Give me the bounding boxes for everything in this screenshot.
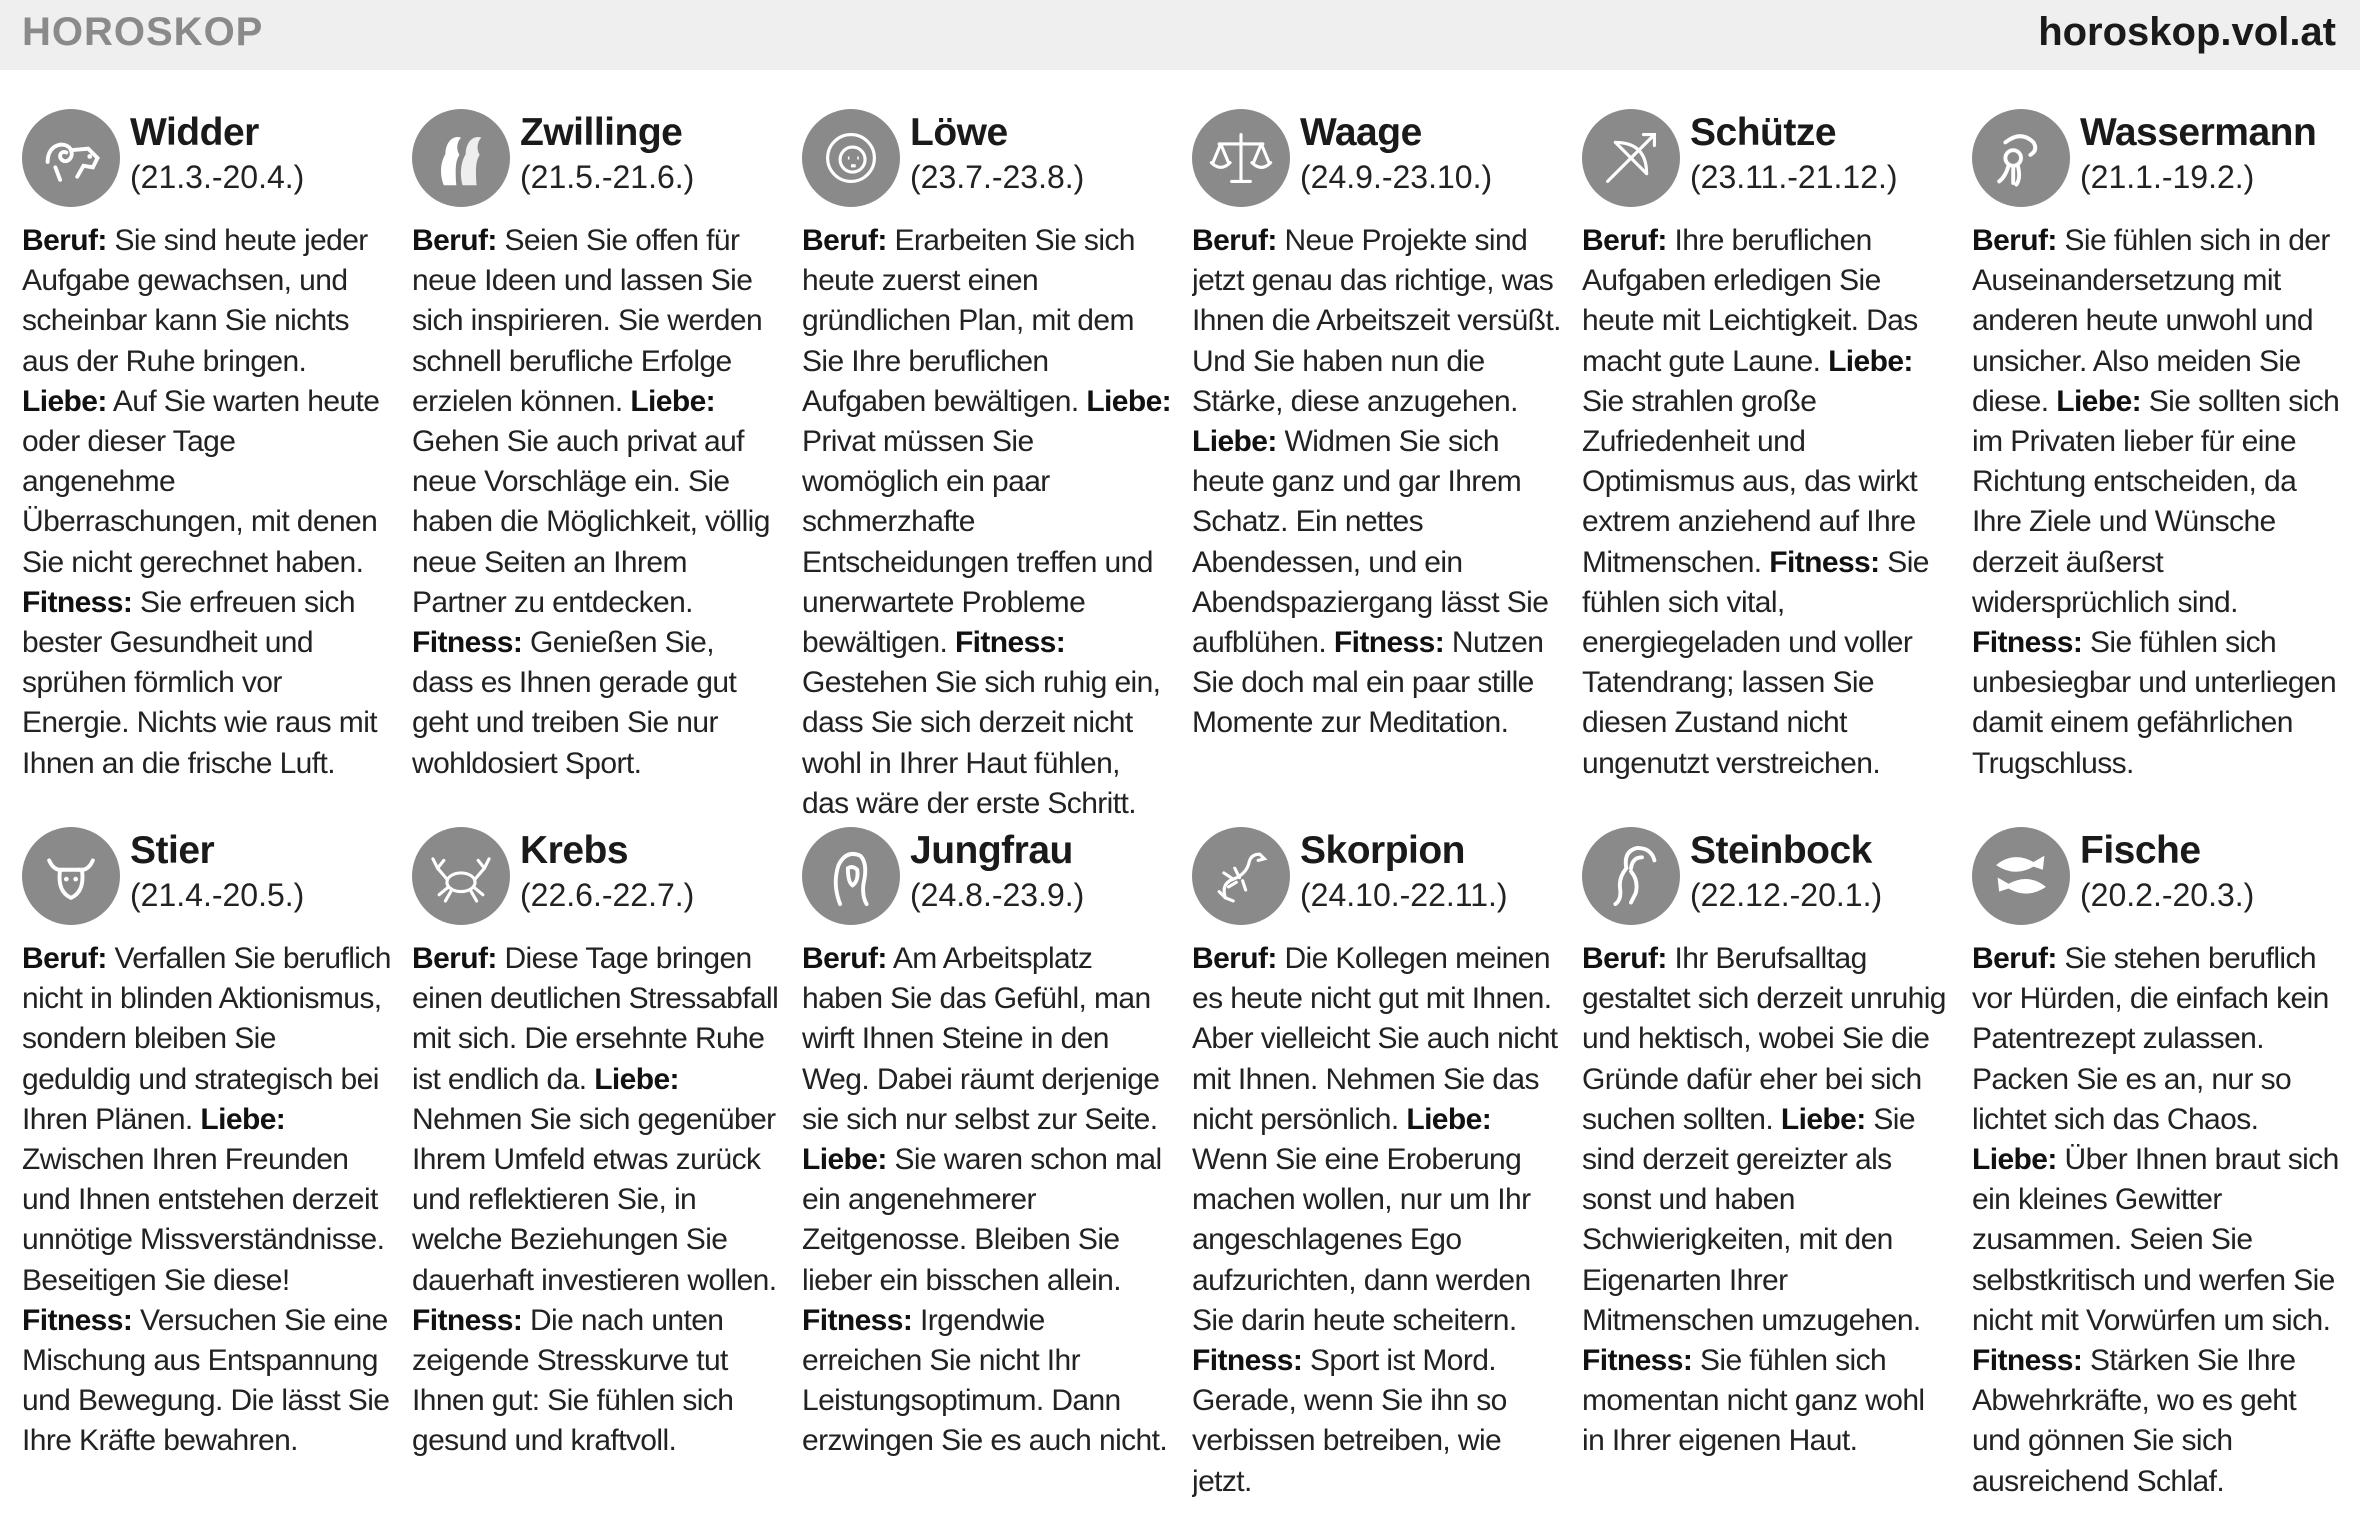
sign-text bbox=[1582, 939, 1952, 1462]
sign-text bbox=[412, 939, 782, 1462]
fitness-text: Die nach unten zeigende Stresskurve tut Ihnen gut: Sie fühlen sich gesund und kraftvoll. bbox=[412, 1303, 734, 1458]
beruf-text: Neue Projekte sind jetzt genau das richtige, was Ihnen die Arbeitszeit versüßt. Und Sie haben nun die Stärke, diese anzugehen. bbox=[1192, 224, 1561, 418]
fitness-text: Sie fühlen sich unbesiegbar und unterliegen damit einem gefährlichen Trugschluss. bbox=[1972, 626, 2337, 780]
liebe-text: Privat müssen Sie womöglich ein paar schmerzhafte Entscheidungen treffen und unerwartete Probleme bewältigen. bbox=[802, 425, 1153, 660]
beruf-label: Beruf: bbox=[1972, 224, 2057, 257]
sign-wassermann bbox=[1972, 105, 2342, 823]
liebe-label: Liebe: bbox=[2056, 384, 2141, 418]
fitness-label: Fitness: bbox=[412, 1303, 523, 1337]
twins-icon bbox=[412, 109, 510, 207]
sign-name: Krebs bbox=[520, 829, 629, 872]
liebe-label: Liebe: bbox=[1406, 1102, 1492, 1136]
fitness-text: Sport ist Mord. Gerade, wenn Sie ihn so verbissen betreiben, wie jetzt. bbox=[1192, 1344, 1507, 1498]
sign-dates: (21.4.-20.5.) bbox=[130, 877, 305, 913]
sign-name: Widder bbox=[130, 111, 259, 154]
beruf-text: Sie sind heute jeder Aufgabe gewachsen, und scheinbar kann Sie nichts aus der Ruhe bringen. bbox=[22, 224, 368, 378]
sign-text bbox=[412, 221, 782, 784]
sign-dates: (23.11.-21.12.) bbox=[1690, 159, 1898, 195]
sign-header bbox=[1192, 105, 1562, 211]
sign-text bbox=[1972, 939, 2342, 1502]
sign-schuetze bbox=[1582, 105, 1952, 823]
beruf-text: Am Arbeitsplatz haben Sie das Gefühl, man wirft Ihnen Steine in den Weg. Dabei räumt derjenige sie sich nur selbst zur Seite. bbox=[802, 942, 1160, 1136]
horoscope-grid bbox=[22, 105, 2342, 1515]
sign-name: Schütze bbox=[1690, 111, 1837, 154]
sign-krebs bbox=[412, 823, 782, 1515]
fitness-label: Fitness: bbox=[22, 1303, 133, 1337]
sign-dates: (24.9.-23.10.) bbox=[1300, 159, 1493, 195]
beruf-label: Beruf: bbox=[802, 224, 887, 257]
sign-header bbox=[1972, 823, 2342, 929]
sign-name: Fische bbox=[2080, 829, 2201, 872]
liebe-text: Über Ihnen braut sich ein kleines Gewitter zusammen. Seien Sie selbstkritisch und werfen Sie nicht mit Vorwürfen um sich. bbox=[1972, 1143, 2339, 1337]
virgin-icon bbox=[802, 827, 900, 925]
sign-name: Steinbock bbox=[1690, 829, 1872, 872]
sign-fische bbox=[1972, 823, 2342, 1515]
sign-dates: (24.8.-23.9.) bbox=[910, 877, 1085, 913]
fitness-label: Fitness: bbox=[1972, 626, 2083, 660]
sign-name: Zwillinge bbox=[520, 111, 683, 154]
beruf-text: Die Kollegen meinen es heute nicht gut mit Ihnen. Aber vielleicht Sie auch nicht mit Ihnen. Nehmen Sie das nicht persönlich. bbox=[1192, 942, 1558, 1136]
beruf-text: Verfallen Sie beruflich nicht in blinden Aktionismus, sondern bleiben Sie geduldig und strategisch bei Ihren Plänen. bbox=[22, 942, 391, 1136]
beruf-label: Beruf: bbox=[1192, 942, 1277, 975]
sign-header bbox=[1582, 823, 1952, 929]
liebe-label: Liebe: bbox=[802, 1143, 887, 1177]
sign-text bbox=[22, 221, 392, 784]
sign-dates: (24.10.-22.11.) bbox=[1300, 877, 1508, 913]
beruf-label: Beruf: bbox=[1192, 224, 1277, 257]
sign-stier bbox=[22, 823, 392, 1515]
sign-skorpion bbox=[1192, 823, 1562, 1515]
sign-name: Wassermann bbox=[2080, 111, 2317, 154]
crab-icon bbox=[412, 827, 510, 925]
sign-name: Jungfrau bbox=[910, 829, 1073, 872]
sign-text bbox=[1192, 221, 1562, 744]
liebe-label: Liebe: bbox=[594, 1062, 679, 1096]
fitness-text: Stärken Sie Ihre Abwehrkräfte, wo es geht und gönnen Sie sich ausreichend Schlaf. bbox=[1972, 1344, 2297, 1498]
liebe-text: Zwischen Ihren Freunden und Ihnen entstehen derzeit unnötige Missverständnisse. Beseitigen Sie diese! bbox=[22, 1143, 385, 1297]
beruf-label: Beruf: bbox=[1582, 224, 1667, 257]
fish-icon bbox=[1972, 827, 2070, 925]
website-link[interactable]: horoskop.vol.at bbox=[2038, 10, 2336, 54]
sign-dates: (21.1.-19.2.) bbox=[2080, 159, 2255, 195]
sign-dates: (22.12.-20.1.) bbox=[1690, 877, 1883, 913]
sign-header bbox=[412, 105, 782, 211]
fitness-label: Fitness: bbox=[1972, 1344, 2083, 1378]
liebe-label: Liebe: bbox=[1780, 1102, 1866, 1136]
fitness-text: Gestehen Sie sich ruhig ein, dass Sie sich derzeit nicht wohl in Ihrer Haut fühlen, das wäre der erste Schritt. bbox=[802, 666, 1161, 820]
sign-zwillinge bbox=[412, 105, 782, 823]
sign-name: Löwe bbox=[910, 111, 1008, 154]
sign-jungfrau bbox=[802, 823, 1172, 1515]
liebe-label: Liebe: bbox=[1972, 1143, 2057, 1177]
sign-text bbox=[1192, 939, 1562, 1502]
sign-dates: (21.3.-20.4.) bbox=[130, 159, 305, 195]
fitness-text: Nutzen Sie doch mal ein paar stille Momente zur Meditation. bbox=[1192, 626, 1544, 740]
beruf-label: Beruf: bbox=[22, 224, 107, 257]
beruf-label: Beruf: bbox=[412, 224, 497, 257]
beruf-label: Beruf: bbox=[1972, 942, 2057, 975]
liebe-text: Nehmen Sie sich gegenüber Ihrem Umfeld etwas zurück und reflektieren Sie, in welche Beziehungen Sie dauerhaft investieren wollen. bbox=[412, 1102, 777, 1297]
liebe-label: Liebe: bbox=[630, 384, 716, 418]
sign-header bbox=[412, 823, 782, 929]
liebe-text: Auf Sie warten heute oder dieser Tage angenehme Überraschungen, mit denen Sie nicht gerechnet haben. bbox=[22, 384, 380, 579]
liebe-text: Sie strahlen große Zufriedenheit und Optimismus aus, das wirkt extrem anziehend auf Ihre Mitmenschen. bbox=[1582, 384, 1918, 579]
sign-dates: (20.2.-20.3.) bbox=[2080, 877, 2255, 913]
fitness-label: Fitness: bbox=[412, 626, 523, 660]
scales-icon bbox=[1192, 109, 1290, 207]
sign-loewe bbox=[802, 105, 1172, 823]
sign-header bbox=[22, 823, 392, 929]
sign-steinbock bbox=[1582, 823, 1952, 1515]
liebe-label: Liebe: bbox=[200, 1102, 286, 1136]
sign-dates: (21.5.-21.6.) bbox=[520, 159, 695, 195]
beruf-text: Sie fühlen sich in der Auseinandersetzung mit anderen heute unwohl und unsicher. Also meiden Sie diese. bbox=[1972, 224, 2330, 418]
sign-name: Skorpion bbox=[1300, 829, 1466, 872]
sign-header bbox=[22, 105, 392, 211]
fitness-text: Sie fühlen sich momentan nicht ganz wohl in Ihrer eigenen Haut. bbox=[1582, 1344, 1925, 1458]
sign-text bbox=[22, 939, 392, 1462]
beruf-label: Beruf: bbox=[412, 942, 497, 975]
beruf-text: Ihre beruflichen Aufgaben erledigen Sie heute mit Leichtigkeit. Das macht gute Laune. bbox=[1582, 224, 1918, 378]
sign-waage bbox=[1192, 105, 1562, 823]
beruf-text: Sie stehen beruflich vor Hürden, die einfach kein Patentrezept zulassen. Packen Sie es an, nur so lichtet sich das Chaos. bbox=[1972, 942, 2329, 1136]
fitness-text: Irgendwie erreichen Sie nicht Ihr Leistungsoptimum. Dann erzwingen Sie es auch nicht. bbox=[802, 1303, 1168, 1458]
sign-header bbox=[1582, 105, 1952, 211]
fitness-text: Sie erfreuen sich bester Gesundheit und sprühen förmlich vor Energie. Nichts wie raus mit Ihnen an die frische Luft. bbox=[22, 585, 377, 780]
liebe-text: Gehen Sie auch privat auf neue Vorschläge ein. Sie haben die Möglichkeit, völlig neue Seiten an Ihrem Partner zu entdecken. bbox=[412, 425, 770, 619]
section-title: HOROSKOP bbox=[22, 10, 264, 54]
beruf-label: Beruf: bbox=[802, 942, 887, 975]
fitness-label: Fitness: bbox=[1769, 545, 1880, 579]
sign-header bbox=[802, 823, 1172, 929]
fitness-label: Fitness: bbox=[954, 626, 1066, 660]
liebe-text: Widmen Sie sich heute ganz und gar Ihrem Schatz. Ein nettes Abendessen, und ein Abendspaziergang lässt Sie aufblühen. bbox=[1192, 425, 1549, 660]
sign-text bbox=[802, 221, 1172, 823]
bull-icon bbox=[22, 827, 120, 925]
beruf-label: Beruf: bbox=[1582, 942, 1667, 975]
fitness-label: Fitness: bbox=[1582, 1344, 1693, 1378]
sign-dates: (22.6.-22.7.) bbox=[520, 877, 695, 913]
beruf-text: Seien Sie offen für neue Ideen und lassen Sie sich inspirieren. Sie werden schnell berufliche Erfolge erzielen können. bbox=[412, 224, 763, 418]
water-bearer-icon bbox=[1972, 109, 2070, 207]
sign-text bbox=[1972, 221, 2342, 784]
scorpion-icon bbox=[1192, 827, 1290, 925]
liebe-text: Sie sollten sich im Privaten lieber für eine Richtung entscheiden, da Ihre Ziele und Wünsche derzeit äußerst widersprüchlich sind. bbox=[1972, 384, 2340, 619]
liebe-text: Wenn Sie eine Eroberung machen wollen, nur um Ihr angeschlagenes Ego aufzurichten, dann werden Sie darin heute scheitern. bbox=[1192, 1143, 1531, 1337]
liebe-text: Sie sind derzeit gereizter als sonst und haben Schwierigkeiten, mit den Eigenarten Ihrer Mitmenschen umzugehen. bbox=[1582, 1102, 1921, 1337]
sign-header bbox=[1192, 823, 1562, 929]
sign-text bbox=[1582, 221, 1952, 784]
sign-name: Waage bbox=[1300, 111, 1422, 154]
liebe-text: Sie waren schon mal ein angenehmerer Zeitgenosse. Bleiben Sie lieber ein bisschen allein. bbox=[802, 1143, 1162, 1297]
sign-text bbox=[802, 939, 1172, 1462]
capricorn-icon bbox=[1582, 827, 1680, 925]
header-bar bbox=[0, 0, 2360, 70]
beruf-text: Ihr Berufsalltag gestaltet sich derzeit unruhig und hektisch, wobei Sie die Gründe dafür eher bei sich suchen sollten. bbox=[1582, 942, 1946, 1136]
fitness-label: Fitness: bbox=[802, 1303, 913, 1337]
fitness-label: Fitness: bbox=[1333, 626, 1445, 660]
fitness-text: Versuchen Sie eine Mischung aus Entspannung und Bewegung. Die lässt Sie Ihre Kräfte bewahren. bbox=[22, 1303, 390, 1458]
liebe-label: Liebe: bbox=[1192, 425, 1277, 459]
liebe-label: Liebe: bbox=[1086, 384, 1172, 418]
beruf-text: Erarbeiten Sie sich heute zuerst einen gründlichen Plan, mit dem Sie Ihre beruflichen Aufgaben bewältigen. bbox=[802, 224, 1135, 418]
liebe-label: Liebe: bbox=[1828, 344, 1913, 378]
lion-icon bbox=[802, 109, 900, 207]
archer-icon bbox=[1582, 109, 1680, 207]
sign-dates: (23.7.-23.8.) bbox=[910, 159, 1085, 195]
fitness-text: Sie fühlen sich vital, energiegeladen und voller Tatendrang; lassen Sie diesen Zustand nicht ungenutzt verstreichen. bbox=[1582, 545, 1929, 780]
fitness-text: Genießen Sie, dass es Ihnen gerade gut geht und treiben Sie nur wohldosiert Sport. bbox=[412, 626, 737, 780]
ram-icon bbox=[22, 109, 120, 207]
liebe-label: Liebe: bbox=[22, 384, 107, 418]
beruf-label: Beruf: bbox=[22, 942, 107, 975]
fitness-label: Fitness: bbox=[22, 585, 133, 619]
sign-header bbox=[1972, 105, 2342, 211]
sign-header bbox=[802, 105, 1172, 211]
sign-name: Stier bbox=[130, 829, 215, 872]
beruf-text: Diese Tage bringen einen deutlichen Stressabfall mit sich. Die ersehnte Ruhe ist endlich da. bbox=[412, 942, 779, 1096]
sign-widder bbox=[22, 105, 392, 823]
fitness-label: Fitness: bbox=[1192, 1344, 1303, 1378]
